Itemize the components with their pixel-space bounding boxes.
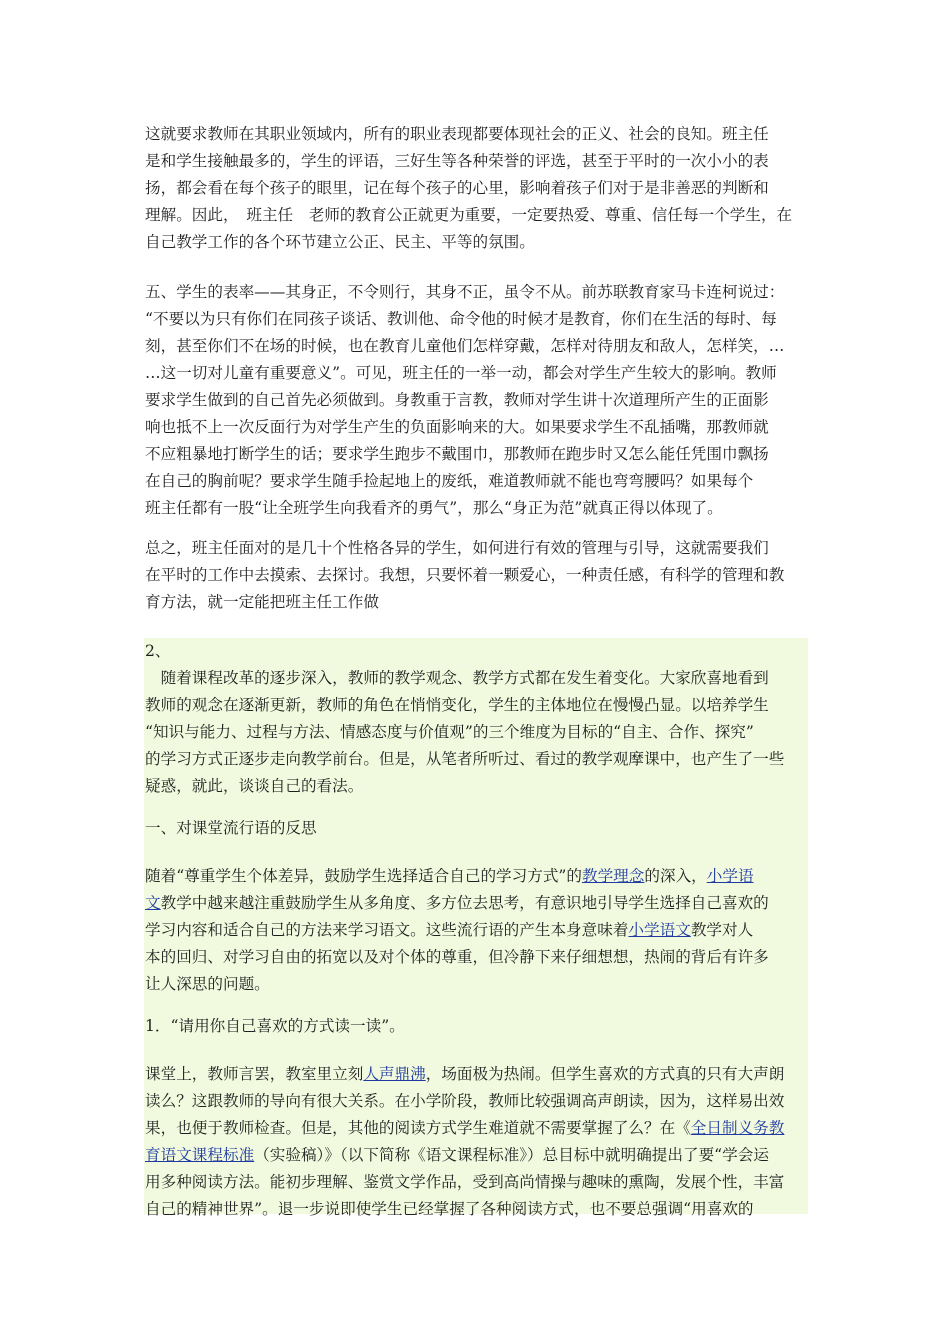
text-line: 自己的精神世界”。退一步说即使学生已经掌握了各种阅读方式，也不要总强调“用喜欢的 xyxy=(145,1200,754,1218)
text-line: 用多种阅读方法。能初步理解、鉴赏文学作品，受到高尚情操与趣味的熏陶，发展个性，丰富 xyxy=(145,1173,785,1191)
text-line: 五、学生的表率——其身正，不令则行，其身不正，虽令不从。前苏联教育家马卡连柯说过： xyxy=(145,283,785,301)
text-line: 要求学生做到的自己首先必须做到。身教重于言教，教师对学生讲十次道理所产生的正面影 xyxy=(145,391,769,409)
link-primary-chinese-2[interactable]: 小学语文 xyxy=(628,921,691,939)
text-line: 不应粗暴地打断学生的话；要求学生跑步不戴围巾，那教师在跑步时又怎么能任凭围巾飘扬 xyxy=(145,445,769,463)
text-line: 本的回归、对学习自由的拓宽以及对个体的尊重，但冷静下来仔细想想，热闹的背后有许多 xyxy=(145,948,769,966)
text-line: 果，也便于教师检查。但是，其他的阅读方式学生难道就不需要掌握了么？在《全日制义务教 xyxy=(145,1119,785,1137)
text-line: 育方法，就一定能把班主任工作做 xyxy=(145,593,379,611)
item-one xyxy=(145,1013,810,1040)
paragraph-student-role-model xyxy=(145,279,810,522)
link-clamor[interactable]: 人声鼎沸 xyxy=(363,1065,426,1083)
paragraph-teacher-fairness xyxy=(145,121,810,256)
section-heading: 一、对课堂流行语的反思 xyxy=(145,819,317,837)
text-line: 课堂上，教师言罢，教室里立刻人声鼎沸，场面极为热闹。但学生喜欢的方式真的只有大声朗 xyxy=(145,1065,785,1083)
heading-classroom-phrases xyxy=(145,815,810,842)
text-line: 是和学生接触最多的，学生的评语，三好生等各种荣誉的评选，甚至于平时的一次小小的表 xyxy=(145,152,769,170)
link-teaching-philosophy[interactable]: 教学理念 xyxy=(581,867,645,885)
text-line: 总之，班主任面对的是几十个性格各异的学生，如何进行有效的管理与引导，这就需要我们 xyxy=(145,539,769,557)
text-line: 理解。因此， 班主任 老师的教育公正就更为重要，一定要热爱、尊重、信任每一个学生，在 xyxy=(145,206,793,224)
text-line: 班主任都有一股“让全班学生向我看齐的勇气”，那么“身正为范”就真正得以体现了。 xyxy=(145,499,723,517)
text-line: “不要以为只有你们在同孩子谈话、教训他、命令他的时候才是教育，你们在生活的每时、每 xyxy=(145,310,777,328)
text-line: 读么？这跟教师的导向有很大关系。在小学阶段，教师比较强调高声朗读，因为，这样易出效 xyxy=(145,1092,785,1110)
text-line: 教师的观念在逐渐更新，教师的角色在悄悄变化，学生的主体地位在慢慢凸显。以培养学生 xyxy=(145,696,769,714)
text-line: 文教学中越来越注重鼓励学生从多角度、多方位去思考，有意识地引导学生选择自己喜欢的 xyxy=(145,894,769,912)
paragraph-reading-methods xyxy=(145,1061,810,1223)
list-item-heading: 1．“请用你自己喜欢的方式读一读”。 xyxy=(145,1017,405,1035)
paragraph-phrases-reflection xyxy=(145,863,810,998)
text-line: 在自己的胸前呢？要求学生随手捡起地上的废纸，难道教师就不能也弯弯腰吗？如果每个 xyxy=(145,472,754,490)
text-line: 刻，甚至你们不在场的时候，也在教育儿童他们怎样穿戴，怎样对待朋友和敌人，怎样笑，… xyxy=(145,337,785,355)
link-curriculum-standard[interactable]: 全日制义务教 xyxy=(690,1119,785,1137)
link-curriculum-standard-cont[interactable]: 育语文课程标准 xyxy=(145,1146,255,1164)
text-line: 扬，都会看在每个孩子的眼里，记在每个孩子的心里，影响着孩子们对于是非善恶的判断和 xyxy=(145,179,769,197)
text-line: 让人深思的问题。 xyxy=(145,975,270,993)
text-line: 学习内容和适合自己的方法来学习语文。这些流行语的产生本身意味着小学语文教学对人 xyxy=(145,921,754,939)
text-line: 的学习方式正逐步走向教学前台。但是，从笔者所听过、看过的教学观摩课中，也产生了一些 xyxy=(145,750,785,768)
text-line: 响也抵不上一次反面行为对学生产生的负面影响来的大。如果要求学生不乱插嘴，那教师就 xyxy=(145,418,769,436)
text-line: 疑惑，就此，谈谈自己的看法。 xyxy=(145,777,364,795)
section-two xyxy=(145,638,810,800)
paragraph-summary xyxy=(145,535,810,616)
link-primary-chinese[interactable]: 小学语 xyxy=(706,867,754,885)
section-number: 2、 xyxy=(145,642,171,660)
text-line: 这就要求教师在其职业领域内，所有的职业表现都要体现社会的正义、社会的良知。班主任 xyxy=(145,125,769,143)
text-line: 随着“尊重学生个体差异，鼓励学生选择适合自己的学习方式”的教学理念的深入，小学语 xyxy=(145,867,754,885)
text-line: 随着课程改革的逐步深入，教师的教学观念、教学方式都在发生着变化。大家欣喜地看到 xyxy=(145,669,769,687)
text-line: “知识与能力、过程与方法、情感态度与价值观”的三个维度为目标的“自主、合作、探究” xyxy=(145,723,754,741)
link-primary-chinese-cont[interactable]: 文 xyxy=(145,894,161,912)
text-line: …这一切对儿童有重要意义”。可见，班主任的一举一动，都会对学生产生较大的影响。教师 xyxy=(145,364,777,382)
text-line: 在平时的工作中去摸索、去探讨。我想，只要怀着一颗爱心，一种责任感，有科学的管理和教 xyxy=(145,566,785,584)
text-line: 自己教学工作的各个环节建立公正、民主、平等的氛围。 xyxy=(145,233,535,251)
text-line: 育语文课程标准（实验稿）》（以下简称《语文课程标准》）总目标中就明确提出了要“学会运 xyxy=(145,1146,769,1164)
